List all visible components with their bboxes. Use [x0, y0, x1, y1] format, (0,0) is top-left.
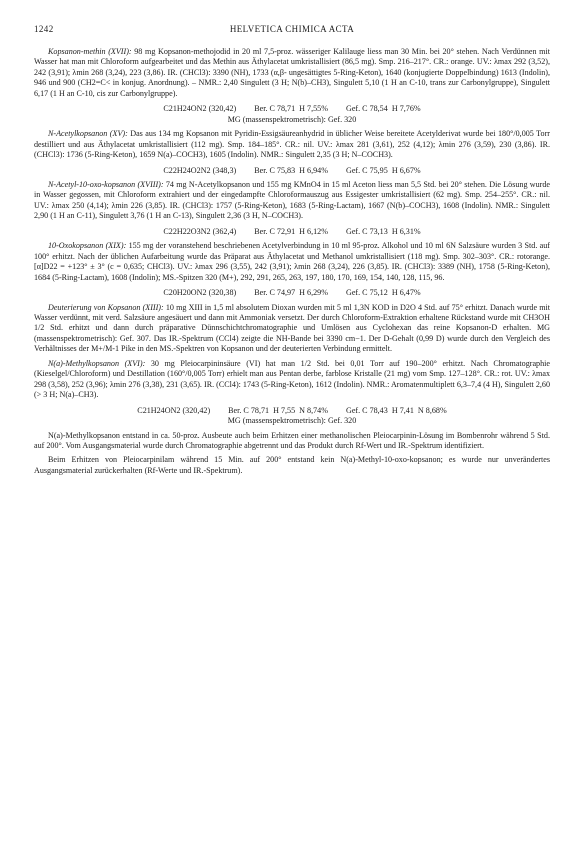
- paragraph-deuterierung: Deuterierung von Kopsanon (XIII): 10 mg XIII in 1,5 ml absolutem Dioxan wurden mit 5 ml 1,3N KOD in D2O 4 Std. auf 75° erhitzt. Danach wurde mit Wasser verdünnt, mit verd. Salzsäure angesäuert und dann mit Ammoniak versetzt. Der durch Chloroform-Extraktion erhaltene Rückstand wurde mit CH3OH 1/2 Std. erhitzt und dann durch präparative Dünnschichtchromatographie und Umlösen aus Cyclohexan das reine Kopsanon-D erhalten. MG (massenspektrometrisch): Gef. 307. Das IR.-Spektrum (CCl4) zeigte die NH-Bande bei 3390 cm−1. Der D-Gehalt (0,99 D) wurde durch den Vergleich des Verhältnisses der M+/M-1 Pike in den MS.-Spektren von Kopsanon und der deuterierten Verbindung ermittelt.: [34, 302, 550, 354]
- paragraph-pleiocarpinilam: Beim Erhitzen von Pleiocarpinilam während 15 Min. auf 200° entstand kein N(a)-Methyl-10-oxo-kopsanon; es wurde nur unverändertes Ausgangsmaterial zurückerhalten (Rf-Werte und IR.-Spektrum).: [34, 455, 550, 475]
- running-header: [34, 24, 550, 34]
- formula-line: C20H20ON2 (320,38) Ber. C 74,97 H 6,29% Gef. C 75,12 H 6,47%: [163, 288, 421, 298]
- page: [34, 24, 550, 476]
- paragraph-methylkopsanon: N(a)-Methylkopsanon (XVI): 30 mg Pleiocarpininsäure (VI) hat man 1/2 Std. bei 0,01 Torr auf 190–200° erhitzt. Nach Chromatographie (Kieselgel/Chloroform) und Destillation (160°/0,005 Torr) erhielt man aus Pentan derbe, farblose Kristalle (21 mg) vom Smp. 127–128°. CR.: rot. UV.: λmax 298 (3,58), 252 (3,96); λmin 276 (3,38), 231 (3,65). IR. (CCl4): 1743 (5-Ring-Keton), 1612 (Indolin). NMR.: Aromatenmultiplett 6,3–7,4 (4 H), Singulett 2,60 (> 3 H; N(a)–CH3).: [34, 358, 550, 400]
- formula-line: C22H22O3N2 (362,4) Ber. C 72,91 H 6,12% Gef. C 73,13 H 6,31%: [163, 226, 421, 236]
- paragraph-n-acetylkopsanon: N-Acetylkopsanon (XV): Das aus 134 mg Kopsanon mit Pyridin-Essigsäureanhydrid in üblicher Weise bereitete Acetylderivat wurde bei 180°/0,005 Torr destilliert und aus Äthylacetat umkristallisiert (112 mg). Smp. 184–185°. CR.: nil. UV.: λmax 281 (3,61), 252 (4,12); λmin 276 (3,59), 230 (3,86). IR. (CHCl3): 1736 (5-Ring-Keton), 1659 N(a)–COCH3), 1605 (Indolin). NMR.: Singulett 2,35 (3 H; N–COCH3).: [34, 129, 550, 160]
- formula-line: C21H24ON2 (320,42) Ber. C 78,71 H 7,55 N 8,74% Gef. C 78,43 H 7,41 N 8,68% MG (massenspektrometrisch): Gef. 320: [137, 405, 447, 426]
- page-number: 1242: [34, 24, 54, 34]
- paragraph-kopsanon-methin: Kopsanon-methin (XVII): 98 mg Kopsanon-methojodid in 20 ml 7,5-proz. wässeriger Kalilauge liess man 30 Min. bei 20° stehen. Nach Verdünnen mit Wasser hat man mit Chloroform aufgearbeitet und das Methin aus Äthylacetat umkristallisiert (86,5 mg). Smp. 216–217°. CR.: orange. UV.: λmax 292 (3,52), 242 (3,91); λmin 268 (3,24), 223 (3,86). IR. (CHCl3): 3390 (NH), 1733 (α,β- ungesättigtes 5-Ring-Keton), 1640 (konjugierte Doppelbindung) 1613 (Indolin), 946 und 900 (CH2=C< in konjug. Anordnung). – NMR.: 2,40 Singulett (3 H; N(b)–CH3), Singulett 5,10 (1 H an C-10, trans zur Carbonylgruppe), Singulett 6,17 (1 H an C-10, cis zur Carbonylgruppe).: [34, 47, 550, 98]
- formula-line: C22H24O2N2 (348,3) Ber. C 75,83 H 6,94% Gef. C 75,95 H 6,67%: [163, 165, 421, 175]
- paragraph-n-acetyl-oxo-kopsanon: N-Acetyl-10-oxo-kopsanon (XVIII): 74 mg N-Acetylkopsanon und 155 mg KMnO4 in 15 ml Aceton liess man 5,5 Std. bei 20° stehen. Die Lösung wurde in Wasser gegossen, mit Chloroform extrahiert und der eingedampfte Chloroformauszug aus Essigester umkristallisiert (62 mg). Smp. 254–255°. CR.: nil. UV.: λmax 250 (4,14); λmin 226 (3,85). IR. (CHCl3): 1757 (5-Ring-Keton), 1683 (5-Ring-Lactam), 1667 (N(b)–COCH3), 1608 (Indolin). NMR.: Singulett 2,90 (1 H an C-11), Singulett 3,76 (1 H an C-13), Singulett 2,36 (3 H, N–COCH3).: [34, 179, 550, 221]
- paragraph-bombenrohr: N(a)-Methylkopsanon entstand in ca. 50-proz. Ausbeute auch beim Erhitzen einer methanolischen Pleiocarpinin-Lösung im Bombenrohr während 5 Std. auf 200°. Vom Ausgangsmaterial wurde durch Chromatographie abgetrennt und das Produkt durch Rf-Wert und IR.-Spektrum identifiziert.: [34, 430, 550, 450]
- formula-line: C21H24ON2 (320,42) Ber. C 78,71 H 7,55% Gef. C 78,54 H 7,76% MG (massenspektrometrisch): Gef. 320: [163, 104, 421, 124]
- journal-title: HELVETICA CHIMICA ACTA: [229, 24, 355, 34]
- paragraph-oxokopsanon: 10-Oxokopsanon (XIX): 155 mg der voranstehend beschriebenen Acetylverbindung in 10 ml 95-proz. Alkohol und 10 ml 6N Salzsäure wurden 3 Std. auf 100° erhitzt. Nach der üblichen Aufarbeitung wurde das Präparat aus Äthylacetat und Methanol umkristallisiert (118 mg). Smp. 302–303°. CR.: rotorange. [α]D22 = +123° ± 3° (c = 0,635; CHCl3). UV.: λmax 296 (3,55), 242 (3,91); λmin 268 (3,24), 226 (3,85). IR. (CHCl3): 3389 (NH), 1758 (5-Ring-Keton), 1684 (5-Ring-Lactam), 1608 (Indolin); MS.-Spitzen 320 (M+), 292, 291, 265, 263, 197, 180, 170, 169, 154, 140, 128, 115, 96.: [34, 241, 550, 282]
- article-body: [34, 47, 550, 476]
